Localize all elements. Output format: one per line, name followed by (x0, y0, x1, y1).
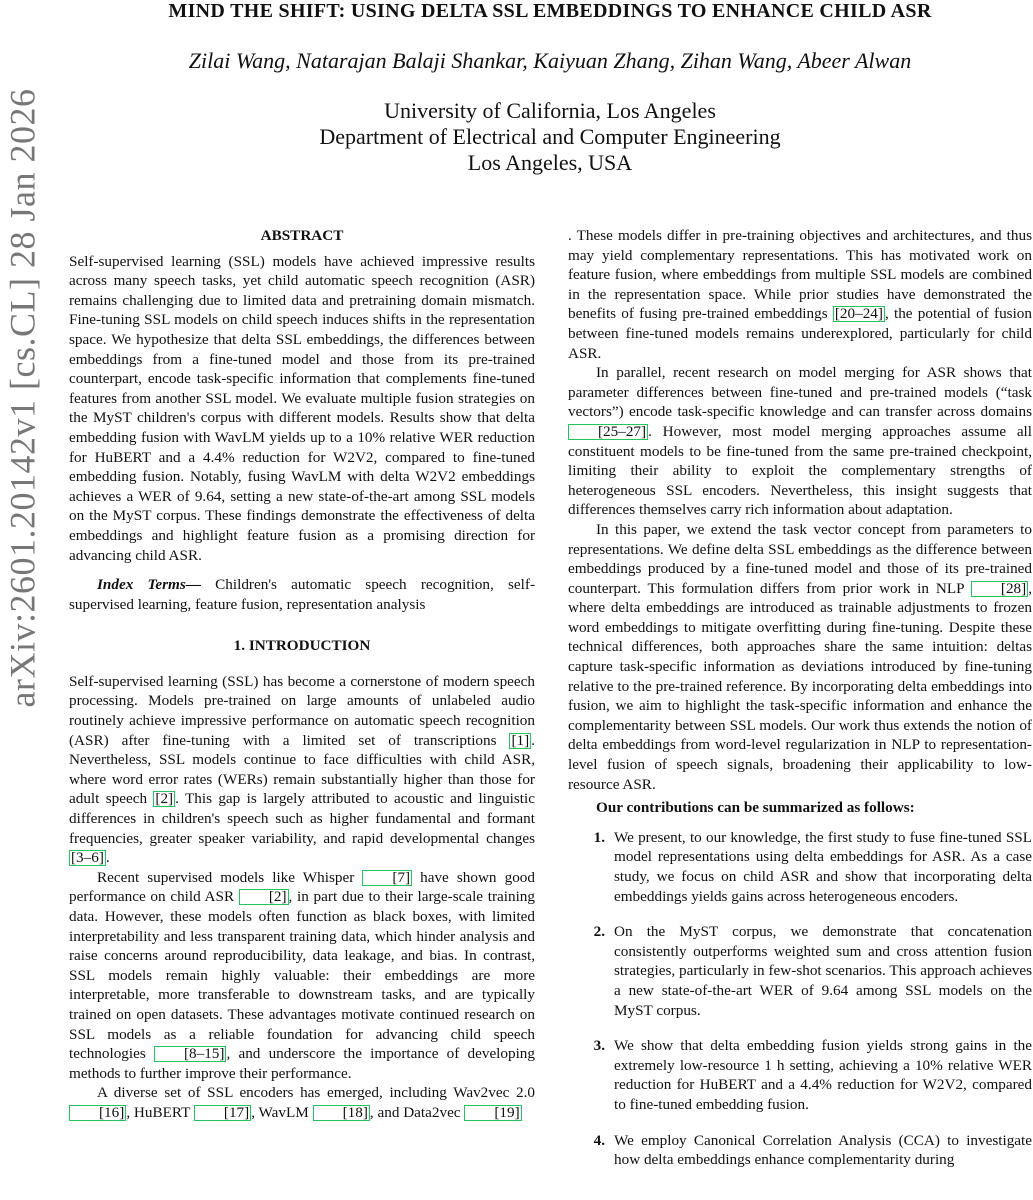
contribution-text: We employ Canonical Correlation Analysis (CCA) to investigate how delta embeddings enhance complementarity during (614, 1131, 1032, 1169)
index-terms-label: Index Terms— (97, 576, 201, 594)
affiliation-department: Department of Electrical and Computer Engineering (319, 124, 781, 149)
contribution-number: 2. (593, 923, 605, 941)
contribution-item (568, 922, 1032, 1020)
index-terms (69, 575, 535, 614)
contribution-item (568, 828, 1032, 906)
citation-link[interactable]: [7] (362, 870, 412, 886)
intro-paragraph-1: Self-supervised learning (SSL) has become a cornerstone of modern speech processing. Models pre-trained on large amounts of unlabeled audio routinely achieve impressive performance on automatic speech recognition (ASR) after fine-tuning with a limited set of transcriptions [1] . Nevertheless, SSL models continue to face difficulties with child ASR, where word error rates (WERs) remain substantially higher than those for adult speech [2] . This gap is largely attributed to acoustic and linguistic differences in children's speech such as higher fundamental and formant frequencies, greater speaker variability, and rapid developmental changes [3–6] . (69, 672, 535, 867)
left-column (69, 226, 535, 1123)
contributions-heading: Our contributions can be summarized as follows: (596, 799, 915, 817)
contribution-text: We show that delta embedding fusion yields strong gains in the extremely low-resource 1 h setting, achieving a 10% relative WER reduction for HuBERT and a 4.4% reduction for W2V2, compared to fine-tuned embedding fusion. (614, 1037, 1032, 1113)
citation-link[interactable]: [2] (155, 790, 174, 808)
citation-link[interactable]: [8–15] (154, 1046, 227, 1062)
abstract-heading: ABSTRACT (260, 227, 344, 244)
intro-paragraph-3: A diverse set of SSL encoders has emerged, including Wav2vec 2.0 [16] , HuBERT [17] , WavLM [18] , and Data2vec [19] (69, 1083, 535, 1122)
affiliation-block (0, 98, 1033, 176)
citation-link[interactable]: [17] (194, 1105, 251, 1121)
paper-title: MIND THE SHIFT: USING DELTA SSL EMBEDDINGS TO ENHANCE CHILD ASR (168, 0, 932, 22)
citation-link[interactable]: [25–27] (568, 424, 648, 440)
contribution-item (568, 1131, 1032, 1170)
citation-link[interactable]: [20–24] (834, 305, 883, 323)
contribution-text: On the MyST corpus, we demonstrate that concatenation consistently outperforms weighted sum and cross attention fusion strategies, particularly in few-shot scenarios. This approach achieves a new state-of-the-art WER of 9.64 among SSL models on the MyST corpus. (614, 923, 1032, 1019)
affiliation-university: University of California, Los Angeles (384, 98, 716, 123)
affiliation-location: Los Angeles, USA (467, 150, 633, 175)
intro-paragraph-4: In parallel, recent research on model merging for ASR shows that parameter differences between fine-tuned and pre-trained models (“task vectors”) encode task-specific knowledge and can transfer across domains [25–27] . However, most model merging approaches assume all constituent models to be fine-tuned from the same pre-trained checkpoint, limiting their ability to exploit the complementary strengths of heterogeneous SSL encoders. Nevertheless, this insight suggests that differences themselves carry rich information about adaptation. (568, 364, 1032, 519)
right-column (568, 226, 1032, 1186)
citation-link[interactable]: [18] (313, 1105, 370, 1121)
contribution-text: We present, to our knowledge, the first study to fuse fine-tuned SSL model representations using delta embeddings for ASR. As a case study, we focus on child ASR and show that incorporating delta embeddings yields gains across heterogeneous encoders. (614, 828, 1032, 905)
citation-link[interactable]: [28] (971, 581, 1028, 597)
intro-paragraph-2: Recent supervised models like Whisper [7] have shown good performance on child ASR [2] , in part due to their large-scale training data. However, these models often function as black boxes, with limited interpretability and less transparent training data, which hinder analysis and raise concerns around reproducibility, data leakage, and bias. In contrast, SSL models remain highly valuable: their embeddings are more interpretable, more transferable to downstream tasks, and are typically trained on open datasets. These advantages motivate continued research on SSL models as a reliable foundation for advancing child speech technologies [8–15] , and underscore the importance of developing methods to further improve their performance. (69, 868, 535, 1082)
intro-heading: 1. INTRODUCTION (233, 637, 371, 655)
contribution-number: 1. (593, 828, 605, 846)
citation-link[interactable]: [3–6] (71, 849, 104, 867)
intro-paragraph-5: In this paper, we extend the task vector concept from parameters to representations. We define delta SSL embeddings as the difference between embeddings produced by a fine-tuned model and those of its pre-trained counterpart. This formulation differs from prior work in NLP [28] , where delta embeddings are introduced as trainable adjustments to frozen word embeddings to mitigate overfitting during fine-tuning. Despite these technical differences, both approaches share the same intuition: deltas capture task-specific information as deviations introduced by fine-tuning relative to the pre-trained reference. By incorporating delta embeddings into fusion, we aim to highlight the task-specific information and enhance the complementarity between SSL models. Our work thus extends the notion of delta embeddings from word-level regularization in NLP to representation-level fusion of speech signals, broadening their applicability to low-resource ASR. (568, 520, 1032, 793)
citation-link[interactable]: [19] (464, 1105, 521, 1121)
contribution-number: 4. (593, 1131, 605, 1149)
contribution-number: 3. (593, 1037, 605, 1055)
citation-link[interactable]: [16] (69, 1105, 126, 1121)
abstract-text: Self-supervised learning (SSL) models have achieved impressive results across many speech tasks, yet child automatic speech recognition (ASR) remains challenging due to limited data and pretraining domain mismatch. Fine-tuning SSL models on child speech induces shifts in the representation space. We hypothesize that delta SSL embeddings, the differences between embeddings from a fine-tuned model and those from its pre-trained counterpart, encode task-specific information that complements fine-tuned features from another SSL model. We evaluate multiple fusion strategies on the MyST children's corpus with different models. Results show that delta embedding fusion with WavLM yields up to a 10% relative WER reduction for HuBERT and a 4.4% reduction for W2V2, compared to fine-tuned embedding fusion. Notably, fusing WavLM with delta W2V2 embeddings achieves a WER of 9.64, setting a new state-of-the-art among SSL models on the MyST corpus. These findings demonstrate the effectiveness of delta embeddings and highlight feature fusion as a promising direction for advancing child ASR. (69, 252, 535, 564)
contribution-item (568, 1036, 1032, 1114)
arxiv-stamp: arXiv:2601.20142v1 [cs.CL] 28 Jan 2026 (2, 88, 42, 708)
author-list: Zilai Wang, Natarajan Balaji Shankar, Kaiyuan Zhang, Zihan Wang, Abeer Alwan (188, 48, 912, 73)
intro-paragraph-3-continued: . These models differ in pre-training objectives and architectures, and thus may yield complementary representations. This has motivated work on feature fusion, where embeddings from multiple SSL models are combined in the representation space. While prior studies have demonstrated the benefits of fusing pre-trained embeddings [20–24] , the potential of fusion between fine-tuned models remains underexplored, particularly for child ASR. (568, 227, 1032, 362)
citation-link[interactable]: [2] (239, 889, 289, 905)
index-terms-text: Children's automatic speech recognition, self-supervised learning, feature fusion, representation analysis (69, 576, 535, 613)
citation-link[interactable]: [1] (511, 731, 530, 749)
contributions-list (568, 828, 1032, 1170)
